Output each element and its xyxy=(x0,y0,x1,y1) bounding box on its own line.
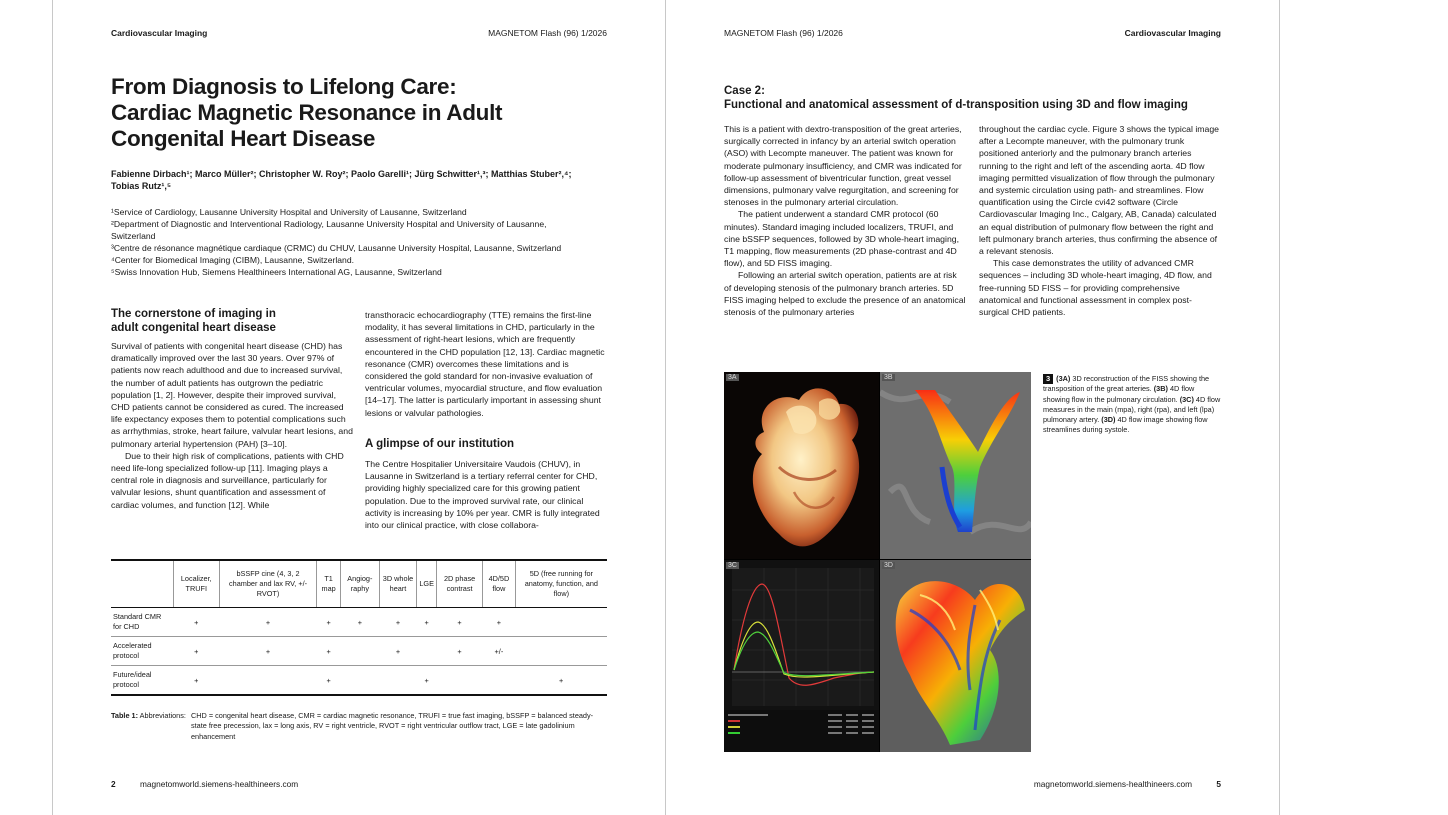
case-label: Case 2: xyxy=(724,85,765,97)
right-website-link[interactable]: magnetomworld.siemens-healthineers.com xyxy=(1033,779,1192,789)
caption-ref: (3B) xyxy=(1153,384,1168,394)
table-cell: + xyxy=(317,608,341,637)
section-heading-institution: A glimpse of our institution xyxy=(365,438,515,450)
table-caption xyxy=(111,711,611,742)
table-row xyxy=(111,637,607,666)
authors-line: Tobias Rutz¹,⁵ xyxy=(111,181,172,191)
panel-3d xyxy=(880,560,1031,752)
title-line: From Diagnosis to Lifelong Care: xyxy=(111,74,457,99)
heading-line: adult congenital heart disease xyxy=(111,322,276,334)
table-header xyxy=(111,560,173,608)
caption-part: 4D flow measures in the main (mpa), right (rpa), and left (lpa) pulmonary artery. xyxy=(1043,394,1221,425)
left-website-link[interactable]: magnetomworld.siemens-healthineers.com xyxy=(140,779,299,789)
panel-3b xyxy=(880,372,1031,559)
panel-label: 3D xyxy=(884,562,893,569)
affiliation: ¹Service of Cardiology, Lausanne University Hospital and University of Lausanne, Switzerland xyxy=(111,207,467,217)
affiliation: ³Centre de résonance magnétique cardiaque (CRMC) du CHUV, Lausanne University Hospital, Lausanne, Switzerland xyxy=(111,243,562,253)
table-cell xyxy=(417,637,437,666)
left-column-1 xyxy=(111,340,353,511)
caption-text: CHD = congenital heart disease, CMR = cardiac magnetic resonance, TRUFI = true fast imaging, bSSFP = balanced steady-state free precession, lax = long axis, RV = right ventricle, RVOT = right ventricular outflow tract, LGE = late gadolinium enhancement xyxy=(191,711,594,741)
caption-part: 3D reconstruction of the FISS showing the transposition of the great arteries. xyxy=(1043,374,1210,394)
right-column-2 xyxy=(979,123,1221,318)
right-header-section: Cardiovascular Imaging xyxy=(1124,28,1221,38)
table-cell xyxy=(483,666,516,696)
caption-part: 4D flow showing flow in the pulmonary circulation. xyxy=(1043,384,1195,404)
row-label: Standard CMR for CHD xyxy=(111,608,173,637)
row-label: Future/ideal protocol xyxy=(111,666,173,696)
left-header-section: Cardiovascular Imaging xyxy=(111,28,208,38)
table-row xyxy=(111,608,607,637)
table-header: LGE xyxy=(417,560,437,608)
paragraph: The Centre Hospitalier Universitaire Vaudois (CHUV), in Lausanne in Switzerland is a tertiary referral center for CHD, providing highly specialized care for this growing patient population. Due to the improved survival rate, our clinical activity is increasing by 10% per year. CMR is fully integrated into our clinical practice, with close collabora- xyxy=(365,459,600,531)
right-column-1 xyxy=(724,123,966,318)
affiliation: ⁴Center for Biomedical Imaging (CIBM), Lausanne, Switzerland. xyxy=(111,255,354,265)
table-cell: + xyxy=(173,666,220,696)
left-column-2b xyxy=(365,458,607,531)
table-cell: + xyxy=(483,608,516,637)
flow-streamlines-image xyxy=(880,560,1031,752)
table-cell: + xyxy=(417,666,437,696)
caption-prefix: Abbreviations: xyxy=(139,711,186,720)
paragraph: The patient underwent a standard CMR protocol (60 minutes). Standard imaging included localizers, TRUFI, and cine bSSFP sequences, followed by 3D whole-heart imaging, T1 mapping, flow measurements (2D phase-contrast and 4D flow), and 5D FISS imaging. xyxy=(724,209,960,269)
case-title: Functional and anatomical assessment of d-transposition using 3D and flow imaging xyxy=(724,99,1188,111)
panel-label: 3C xyxy=(728,562,737,569)
table-header: 3D whole heart xyxy=(379,560,417,608)
paragraph: Due to their high risk of complications, patients with CHD need life-long specialized follow-up [11]. Imaging plays a central role in diagnosis and surveillance, particularly for valvular lesions, shunt quantification and assessment of cardiac volumes, and function [12]. While xyxy=(111,450,344,510)
author-list xyxy=(111,168,581,192)
affiliation: ²Department of Diagnostic and Interventional Radiology, Lausanne University Hospital and University of Lausanne, xyxy=(111,219,547,229)
table-cell xyxy=(220,666,317,696)
left-column-2 xyxy=(365,309,607,419)
table-header: 2D phase contrast xyxy=(436,560,482,608)
table-cell xyxy=(379,666,417,696)
figure-3 xyxy=(724,372,1031,752)
caption-label: Table 1: xyxy=(111,711,139,720)
left-page xyxy=(52,0,665,815)
paragraph: Survival of patients with congenital heart disease (CHD) has dramatically improved over the last 30 years. Over 97% of patients now reach adulthood and due to increased survival, the number of adult patients has outgrown the pediatric population [1, 2]. However, despite their improved survival, CHD patients cannot be considered as cured. The increased life expectancy exposes them to potential complications such as arrhythmias, stroke, heart failure, valvular heart lesions, and pulmonary arterial hypertension (PAH) [3–10]. xyxy=(111,341,353,449)
table-header: 4D/5D flow xyxy=(483,560,516,608)
panel-3a xyxy=(724,372,879,559)
table-cell: + xyxy=(436,608,482,637)
caption-label-group xyxy=(111,711,191,721)
paragraph: throughout the cardiac cycle. Figure 3 shows the typical image after a Lecompte maneuver, with the pulmonary trunk positioned anteriorly and the pulmonary branch arteries running to the right and left of the ascending aorta. 4D flow imaging permitted visualization of flow through the pulmonary and systemic circulation using path- and streamlines. Flow quantification using the Circle cvi42 software (Circle Cardiovascular Imaging Inc., Calgary, AB, Canada) calculated an equal distribution of pulmonary flow between the right and left pulmonary branch arteries, thus confirming the absence of a relevant stenosis. xyxy=(979,124,1219,257)
panel-3c xyxy=(724,560,879,752)
table-cell: + xyxy=(515,666,607,696)
table-cell: + xyxy=(341,608,379,637)
article-title xyxy=(111,74,571,152)
caption-ref: (3D) xyxy=(1101,415,1116,425)
table-cell: +/- xyxy=(483,637,516,666)
table-header: bSSFP cine (4, 3, 2 chamber and lax RV, +/- RVOT) xyxy=(220,560,317,608)
case-heading xyxy=(724,84,1224,112)
heart-3d-render-image xyxy=(724,372,879,559)
paragraph: transthoracic echocardiography (TTE) remains the first-line modality, it has several limitations in CHD, particularly in the assessment of right-heart lesions, which are frequently encountered in the CHD population [12, 13]. Cardiac magnetic resonance (CMR) overcomes these limitations and is considered the gold standard for non-invasive evaluation of ventricular volumes, myocardial structure, and flow evaluation [14–17]. The latter is particularly important in assessing shunt lesions or valvular pathologies. xyxy=(365,310,605,418)
paragraph: Following an arterial switch operation, patients are at risk of developing stenosis of the pulmonary branch arteries. 5D FISS imaging helped to exclude the presence of an anatomical stenosis of the pulmonary arteries xyxy=(724,270,966,318)
figure-caption xyxy=(1043,374,1223,436)
protocol-table xyxy=(111,559,607,696)
right-header-issue: MAGNETOM Flash (96) 1/2026 xyxy=(724,28,843,38)
table-cell xyxy=(515,637,607,666)
left-header-issue: MAGNETOM Flash (96) 1/2026 xyxy=(488,28,607,38)
pulmonary-flow-image xyxy=(880,372,1031,559)
heading-line: The cornerstone of imaging in xyxy=(111,308,276,320)
table-header-row xyxy=(111,560,607,608)
affiliation: ⁵Swiss Innovation Hub, Siemens Healthineers International AG, Lausanne, Switzerland xyxy=(111,267,442,277)
paragraph: This case demonstrates the utility of advanced CMR sequences – including 3D whole-heart imaging, 4D flow, and free-running 5D FISS – for providing comprehensive anatomical and functional assessment in complex post-surgical CHD patients. xyxy=(979,258,1212,318)
table-cell xyxy=(515,608,607,637)
figure-number-badge: 3 xyxy=(1043,374,1053,384)
title-line: Congenital Heart Disease xyxy=(111,126,376,151)
affiliation: Switzerland xyxy=(111,231,156,241)
table-cell: + xyxy=(317,666,341,696)
table-cell: + xyxy=(379,637,417,666)
title-line: Cardiac Magnetic Resonance in Adult xyxy=(111,100,503,125)
table-header: Angiog-raphy xyxy=(341,560,379,608)
table-cell: + xyxy=(173,637,220,666)
table-header: Localizer, TRUFI xyxy=(173,560,220,608)
panel-label: 3A xyxy=(728,374,737,381)
table-cell: + xyxy=(436,637,482,666)
authors-line: Fabienne Dirbach¹; Marco Müller²; Christopher W. Roy²; Paolo Garelli¹; Jürg Schwitter¹,³; Matthias Stuber²,⁴; xyxy=(111,169,572,179)
left-page-number: 2 xyxy=(111,779,116,789)
table-cell: + xyxy=(173,608,220,637)
caption-ref: (3A) xyxy=(1056,374,1071,383)
table-cell: + xyxy=(379,608,417,637)
row-label: Accelerated protocol xyxy=(111,637,173,666)
right-page-number: 5 xyxy=(1216,779,1221,789)
table-cell: + xyxy=(417,608,437,637)
table-cell: + xyxy=(220,637,317,666)
panel-label: 3B xyxy=(884,374,893,381)
table-cell: + xyxy=(220,608,317,637)
table-cell xyxy=(436,666,482,696)
right-page xyxy=(665,0,1280,815)
caption-ref: (3C) xyxy=(1179,394,1194,404)
table-cell xyxy=(341,666,379,696)
table-row xyxy=(111,666,607,696)
paragraph: This is a patient with dextro-transposition of the great arteries, surgically corrected in infancy by an arterial switch operation (ASO) with Lecompte maneuver. The patient was known for moderate pulmonary insufficiency, and CMR was indicated for follow-up assessment of biventricular function, great vessel dimensions, pulmonary valve regurgitation, and screening for stenoses in the pulmonary arterial circulation. xyxy=(724,124,962,208)
flow-curve-plot-image xyxy=(724,560,879,752)
section-heading-cornerstone xyxy=(111,307,351,335)
table-cell xyxy=(341,637,379,666)
affiliations xyxy=(111,206,591,278)
table-header: 5D (free running for anatomy, function, and flow) xyxy=(515,560,607,608)
table-header: T1 map xyxy=(317,560,341,608)
table-cell: + xyxy=(317,637,341,666)
caption-part: 4D flow image showing flow streamlines during systole. xyxy=(1043,415,1208,435)
